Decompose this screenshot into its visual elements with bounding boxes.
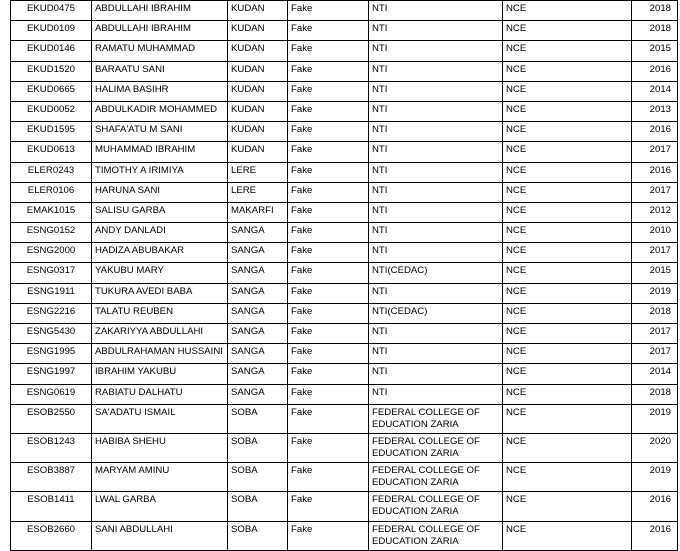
- name-cell: SHAFA'ATU M SANI: [92, 122, 228, 142]
- record-id-cell: ESNG0317: [11, 263, 92, 283]
- status-cell: Fake: [288, 142, 369, 162]
- qualification-cell: NCE: [503, 223, 632, 243]
- year-cell: 2013: [632, 101, 678, 121]
- status-cell: Fake: [288, 202, 369, 222]
- record-id-cell: ELER0243: [11, 162, 92, 182]
- qualification-cell: NCE: [503, 463, 632, 492]
- name-cell: HABIBA SHEHU: [92, 433, 228, 462]
- year-cell: 2018: [632, 1, 678, 21]
- qualification-cell: NCE: [503, 41, 632, 61]
- qualification-cell: NCE: [503, 324, 632, 344]
- institution-cell: NTI: [369, 41, 503, 61]
- institution-cell: NTI: [369, 384, 503, 404]
- year-cell: 2019: [632, 463, 678, 492]
- status-cell: Fake: [288, 41, 369, 61]
- qualification-cell: NCE: [503, 243, 632, 263]
- name-cell: SA'ADATU ISMAIL: [92, 404, 228, 433]
- qualification-cell: NCE: [503, 283, 632, 303]
- record-id-cell: EKUD0109: [11, 21, 92, 41]
- year-cell: 2018: [632, 21, 678, 41]
- table-row: [11, 41, 678, 61]
- name-cell: ABDULKADIR MOHAMMED: [92, 101, 228, 121]
- table-row: [11, 162, 678, 182]
- lga-cell: KUDAN: [228, 122, 288, 142]
- institution-cell: NTI: [369, 1, 503, 21]
- name-cell: HARUNA SANI: [92, 182, 228, 202]
- table-row: [11, 384, 678, 404]
- lga-cell: MAKARFI: [228, 202, 288, 222]
- year-cell: 2015: [632, 41, 678, 61]
- qualification-cell: NCE: [503, 1, 632, 21]
- record-id-cell: ESNG0619: [11, 384, 92, 404]
- year-cell: 2014: [632, 81, 678, 101]
- name-cell: RAMATU MUHAMMAD: [92, 41, 228, 61]
- year-cell: 2017: [632, 243, 678, 263]
- lga-cell: SANGA: [228, 364, 288, 384]
- name-cell: SALISU GARBA: [92, 202, 228, 222]
- status-cell: Fake: [288, 1, 369, 21]
- lga-cell: KUDAN: [228, 21, 288, 41]
- year-cell: 2019: [632, 404, 678, 433]
- name-cell: ZAKARIYYA ABDULLAHI: [92, 324, 228, 344]
- lga-cell: KUDAN: [228, 81, 288, 101]
- table-row: [11, 263, 678, 283]
- record-id-cell: ESOB2550: [11, 404, 92, 433]
- lga-cell: KUDAN: [228, 41, 288, 61]
- table-row: [11, 303, 678, 323]
- lga-cell: SOBA: [228, 404, 288, 433]
- record-id-cell: EKUD0146: [11, 41, 92, 61]
- qualification-cell: NCE: [503, 263, 632, 283]
- record-id-cell: ESNG2216: [11, 303, 92, 323]
- qualification-cell: NCE: [503, 182, 632, 202]
- qualification-cell: NCE: [503, 521, 632, 550]
- record-id-cell: ESOB2660: [11, 521, 92, 550]
- qualification-cell: NCE: [503, 61, 632, 81]
- lga-cell: SANGA: [228, 263, 288, 283]
- year-cell: 2017: [632, 344, 678, 364]
- qualification-cell: NCE: [503, 404, 632, 433]
- record-id-cell: ESNG1911: [11, 283, 92, 303]
- institution-cell: NTI: [369, 142, 503, 162]
- status-cell: Fake: [288, 81, 369, 101]
- table-row: [11, 202, 678, 222]
- qualification-cell: NCE: [503, 433, 632, 462]
- qualification-cell: NCE: [503, 101, 632, 121]
- lga-cell: SOBA: [228, 521, 288, 550]
- name-cell: ANDY DANLADI: [92, 223, 228, 243]
- lga-cell: SOBA: [228, 492, 288, 521]
- table-row: [11, 61, 678, 81]
- table-row: [11, 492, 678, 521]
- year-cell: 2017: [632, 142, 678, 162]
- lga-cell: LERE: [228, 162, 288, 182]
- record-id-cell: ESOB3887: [11, 463, 92, 492]
- year-cell: 2018: [632, 384, 678, 404]
- record-id-cell: ESNG5430: [11, 324, 92, 344]
- year-cell: 2020: [632, 433, 678, 462]
- records-table: [10, 0, 678, 551]
- name-cell: IBRAHIM YAKUBU: [92, 364, 228, 384]
- name-cell: YAKUBU MARY: [92, 263, 228, 283]
- institution-cell: FEDERAL COLLEGE OF EDUCATION ZARIA: [369, 463, 503, 492]
- record-id-cell: ESNG0152: [11, 223, 92, 243]
- institution-cell: NTI: [369, 81, 503, 101]
- record-id-cell: EKUD0475: [11, 1, 92, 21]
- table-row: [11, 182, 678, 202]
- name-cell: RABIATU DALHATU: [92, 384, 228, 404]
- table-row: [11, 283, 678, 303]
- record-id-cell: EKUD0613: [11, 142, 92, 162]
- lga-cell: SANGA: [228, 344, 288, 364]
- lga-cell: SANGA: [228, 223, 288, 243]
- lga-cell: KUDAN: [228, 101, 288, 121]
- qualification-cell: NCE: [503, 21, 632, 41]
- name-cell: TIMOTHY A IRIMIYA: [92, 162, 228, 182]
- institution-cell: NTI: [369, 21, 503, 41]
- table-row: [11, 122, 678, 142]
- year-cell: 2014: [632, 364, 678, 384]
- status-cell: Fake: [288, 182, 369, 202]
- record-id-cell: ESOB1411: [11, 492, 92, 521]
- table-row: [11, 142, 678, 162]
- record-id-cell: ESOB1243: [11, 433, 92, 462]
- lga-cell: SANGA: [228, 384, 288, 404]
- qualification-cell: NCE: [503, 364, 632, 384]
- table-row: [11, 1, 678, 21]
- table-row: [11, 463, 678, 492]
- year-cell: 2016: [632, 122, 678, 142]
- name-cell: HADIZA ABUBAKAR: [92, 243, 228, 263]
- table-row: [11, 101, 678, 121]
- lga-cell: KUDAN: [228, 61, 288, 81]
- table-row: [11, 433, 678, 462]
- status-cell: Fake: [288, 122, 369, 142]
- status-cell: Fake: [288, 384, 369, 404]
- institution-cell: FEDERAL COLLEGE OF EDUCATION ZARIA: [369, 521, 503, 550]
- qualification-cell: NCE: [503, 202, 632, 222]
- year-cell: 2012: [632, 202, 678, 222]
- name-cell: MARYAM AMINU: [92, 463, 228, 492]
- name-cell: TUKURA AVEDI BABA: [92, 283, 228, 303]
- year-cell: 2010: [632, 223, 678, 243]
- table-row: [11, 223, 678, 243]
- record-id-cell: EKUD1595: [11, 122, 92, 142]
- name-cell: LWAL GARBA: [92, 492, 228, 521]
- status-cell: Fake: [288, 404, 369, 433]
- institution-cell: NTI: [369, 344, 503, 364]
- year-cell: 2019: [632, 283, 678, 303]
- year-cell: 2016: [632, 521, 678, 550]
- institution-cell: NTI(CEDAC): [369, 263, 503, 283]
- institution-cell: NTI: [369, 223, 503, 243]
- status-cell: Fake: [288, 463, 369, 492]
- status-cell: Fake: [288, 243, 369, 263]
- name-cell: ABDULLAHI IBRAHIM: [92, 1, 228, 21]
- name-cell: TALATU REUBEN: [92, 303, 228, 323]
- status-cell: Fake: [288, 61, 369, 81]
- name-cell: SANI ABDULLAHI: [92, 521, 228, 550]
- record-id-cell: ESNG1997: [11, 364, 92, 384]
- status-cell: Fake: [288, 263, 369, 283]
- institution-cell: FEDERAL COLLEGE OF EDUCATION ZARIA: [369, 433, 503, 462]
- table-row: [11, 324, 678, 344]
- institution-cell: FEDERAL COLLEGE OF EDUCATION ZARIA: [369, 404, 503, 433]
- year-cell: 2016: [632, 61, 678, 81]
- status-cell: Fake: [288, 433, 369, 462]
- institution-cell: NTI(CEDAC): [369, 303, 503, 323]
- qualification-cell: NCE: [503, 162, 632, 182]
- status-cell: Fake: [288, 521, 369, 550]
- institution-cell: NTI: [369, 243, 503, 263]
- year-cell: 2016: [632, 492, 678, 521]
- qualification-cell: NCE: [503, 303, 632, 323]
- table-row: [11, 521, 678, 550]
- institution-cell: FEDERAL COLLEGE OF EDUCATION ZARIA: [369, 492, 503, 521]
- status-cell: Fake: [288, 344, 369, 364]
- qualification-cell: NCE: [503, 122, 632, 142]
- lga-cell: SANGA: [228, 324, 288, 344]
- record-id-cell: EKUD1520: [11, 61, 92, 81]
- record-id-cell: EMAK1015: [11, 202, 92, 222]
- status-cell: Fake: [288, 283, 369, 303]
- record-id-cell: EKUD0052: [11, 101, 92, 121]
- institution-cell: NTI: [369, 283, 503, 303]
- institution-cell: NTI: [369, 162, 503, 182]
- table-row: [11, 364, 678, 384]
- name-cell: ABDULRAHAMAN HUSSAINI: [92, 344, 228, 364]
- institution-cell: NTI: [369, 324, 503, 344]
- year-cell: 2015: [632, 263, 678, 283]
- year-cell: 2018: [632, 303, 678, 323]
- status-cell: Fake: [288, 324, 369, 344]
- name-cell: MUHAMMAD IBRAHIM: [92, 142, 228, 162]
- lga-cell: SANGA: [228, 243, 288, 263]
- table-row: [11, 21, 678, 41]
- year-cell: 2016: [632, 162, 678, 182]
- qualification-cell: NCE: [503, 344, 632, 364]
- year-cell: 2017: [632, 324, 678, 344]
- lga-cell: SANGA: [228, 283, 288, 303]
- record-id-cell: ELER0106: [11, 182, 92, 202]
- table-row: [11, 344, 678, 364]
- qualification-cell: NCE: [503, 81, 632, 101]
- status-cell: Fake: [288, 101, 369, 121]
- institution-cell: NTI: [369, 364, 503, 384]
- record-id-cell: ESNG2000: [11, 243, 92, 263]
- institution-cell: NTI: [369, 61, 503, 81]
- lga-cell: KUDAN: [228, 142, 288, 162]
- institution-cell: NTI: [369, 122, 503, 142]
- qualification-cell: NCE: [503, 142, 632, 162]
- name-cell: ABDULLAHI IBRAHIM: [92, 21, 228, 41]
- name-cell: BARAATU SANI: [92, 61, 228, 81]
- lga-cell: SOBA: [228, 463, 288, 492]
- institution-cell: NTI: [369, 101, 503, 121]
- status-cell: Fake: [288, 492, 369, 521]
- status-cell: Fake: [288, 364, 369, 384]
- status-cell: Fake: [288, 21, 369, 41]
- lga-cell: SANGA: [228, 303, 288, 323]
- status-cell: Fake: [288, 162, 369, 182]
- name-cell: HALIMA BASIHR: [92, 81, 228, 101]
- table-row: [11, 404, 678, 433]
- table-row: [11, 243, 678, 263]
- qualification-cell: NCE: [503, 492, 632, 521]
- lga-cell: LERE: [228, 182, 288, 202]
- lga-cell: SOBA: [228, 433, 288, 462]
- lga-cell: KUDAN: [228, 1, 288, 21]
- record-id-cell: ESNG1995: [11, 344, 92, 364]
- records-table-body: [11, 1, 678, 551]
- status-cell: Fake: [288, 303, 369, 323]
- qualification-cell: NCE: [503, 384, 632, 404]
- table-row: [11, 81, 678, 101]
- institution-cell: NTI: [369, 182, 503, 202]
- year-cell: 2017: [632, 182, 678, 202]
- institution-cell: NTI: [369, 202, 503, 222]
- record-id-cell: EKUD0665: [11, 81, 92, 101]
- status-cell: Fake: [288, 223, 369, 243]
